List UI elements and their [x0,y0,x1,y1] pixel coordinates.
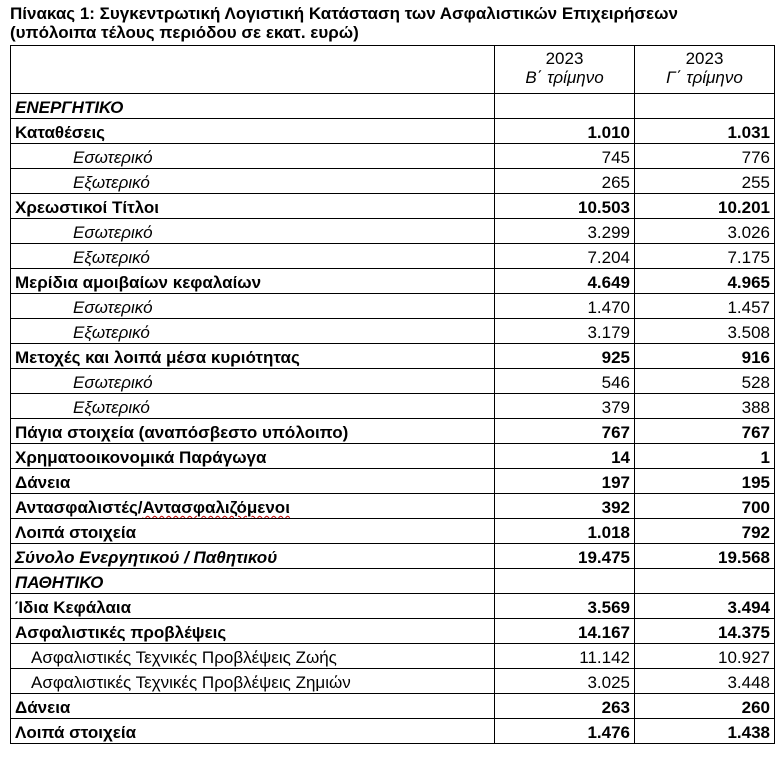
row-label: Εξωτερικό [11,319,495,344]
value-q2: 546 [495,369,635,394]
value-q2: 379 [495,394,635,419]
table-row [11,194,775,219]
value-q3: 916 [635,344,775,369]
value-q3: 260 [635,694,775,719]
table-row [11,419,775,444]
value-q3: 255 [635,169,775,194]
row-label: Πάγια στοιχεία (αναπόσβεστο υπόλοιπο) [11,419,495,444]
table-row [11,719,775,744]
row-label: Ασφαλιστικές προβλέψεις [11,619,495,644]
total-row [11,544,775,569]
value-q2: 265 [495,169,635,194]
table-title: Πίνακας 1: Συγκεντρωτική Λογιστική Κατάσταση των Ασφαλιστικών Επιχειρήσεων [10,4,678,23]
value-q3: 1 [635,444,775,469]
value-q3: 3.508 [635,319,775,344]
table-row [11,644,775,669]
value-q2: 392 [495,494,635,519]
table-row [11,469,775,494]
table-row [11,594,775,619]
value-q2: 1.010 [495,119,635,144]
section-label-assets: ΕΝΕΡΓΗΤΙΚΟ [11,94,495,119]
empty-cell [635,94,775,119]
value-q2: 10.503 [495,194,635,219]
value-q3: 10.201 [635,194,775,219]
value-q3: 1.031 [635,119,775,144]
row-label: Ασφαλιστικές Τεχνικές Προβλέψεις Ζωής [11,644,495,669]
value-q2: 1.018 [495,519,635,544]
section-label-liabilities: ΠΑΘΗΤΙΚΟ [11,569,495,594]
section-row-assets [11,94,775,119]
value-q2: 14.167 [495,619,635,644]
value-q3: 1.438 [635,719,775,744]
row-label: Δάνεια [11,694,495,719]
row-label: Εξωτερικό [11,244,495,269]
value-q2: 7.204 [495,244,635,269]
value-q3: 776 [635,144,775,169]
value-q2: 19.475 [495,544,635,569]
row-label: Λοιπά στοιχεία [11,719,495,744]
table-row [11,319,775,344]
header-blank-cell [11,46,495,94]
row-label: Καταθέσεις [11,119,495,144]
header-q3 [635,46,775,94]
balance-sheet-table [10,45,775,744]
table-row [11,219,775,244]
table-row [11,144,775,169]
row-label: Ασφαλιστικές Τεχνικές Προβλέψεις Ζημιών [11,669,495,694]
value-q3: 3.026 [635,219,775,244]
value-q2: 3.299 [495,219,635,244]
empty-cell [635,569,775,594]
value-q3: 19.568 [635,544,775,569]
table-row [11,619,775,644]
table-row [11,169,775,194]
header-q2 [495,46,635,94]
table-row [11,669,775,694]
table-subtitle: (υπόλοιπα τέλους περιόδου σε εκατ. ευρώ) [10,23,359,42]
row-label: Εσωτερικό [11,219,495,244]
value-q2: 11.142 [495,644,635,669]
spellcheck-underlined-word: Αντασφαλιζόμενοι [142,498,290,517]
value-q2: 767 [495,419,635,444]
table-row [11,269,775,294]
table-row [11,294,775,319]
value-q3: 792 [635,519,775,544]
table-row [11,244,775,269]
value-q3: 7.175 [635,244,775,269]
value-q2: 1.476 [495,719,635,744]
value-q3: 4.965 [635,269,775,294]
header-q3-year: 2023 [685,49,724,68]
row-label: Ίδια Κεφάλαια [11,594,495,619]
header-row [11,46,775,94]
value-q3: 767 [635,419,775,444]
value-q2: 197 [495,469,635,494]
value-q2: 3.569 [495,594,635,619]
value-q2: 4.649 [495,269,635,294]
value-q2: 263 [495,694,635,719]
row-label: Εξωτερικό [11,169,495,194]
row-label: Λοιπά στοιχεία [11,519,495,544]
table-row [11,494,775,519]
row-label: Χρηματοοικονομικά Παράγωγα [11,444,495,469]
table-row [11,119,775,144]
row-label: Δάνεια [11,469,495,494]
table-row [11,369,775,394]
row-label: Εσωτερικό [11,294,495,319]
value-q3: 10.927 [635,644,775,669]
row-label: Εσωτερικό [11,369,495,394]
row-label: Εσωτερικό [11,144,495,169]
value-q3: 14.375 [635,619,775,644]
table-row [11,519,775,544]
header-q2-quarter: Β΄ τρίμηνο [525,68,604,87]
section-row-liabilities [11,569,775,594]
value-q3: 195 [635,469,775,494]
empty-cell [495,569,635,594]
value-q2: 1.470 [495,294,635,319]
value-q3: 3.494 [635,594,775,619]
table-row [11,394,775,419]
row-label: Σύνολο Ενεργητικού / Παθητικού [11,544,495,569]
value-q3: 700 [635,494,775,519]
header-q3-quarter: Γ΄ τρίμηνο [666,68,743,87]
value-q2: 745 [495,144,635,169]
value-q2: 3.179 [495,319,635,344]
table-row [11,694,775,719]
value-q3: 3.448 [635,669,775,694]
value-q2: 3.025 [495,669,635,694]
value-q3: 528 [635,369,775,394]
row-label: Χρεωστικοί Τίτλοι [11,194,495,219]
row-label-part: Αντασφαλιστές/ [15,498,143,517]
row-label: Μερίδια αμοιβαίων κεφαλαίων [11,269,495,294]
table-row [11,344,775,369]
value-q3: 388 [635,394,775,419]
row-label [11,494,495,519]
table-row [11,444,775,469]
empty-cell [495,94,635,119]
row-label: Μετοχές και λοιπά μέσα κυριότητας [11,344,495,369]
value-q2: 14 [495,444,635,469]
row-label: Εξωτερικό [11,394,495,419]
value-q2: 925 [495,344,635,369]
value-q3: 1.457 [635,294,775,319]
header-q2-year: 2023 [545,49,584,68]
